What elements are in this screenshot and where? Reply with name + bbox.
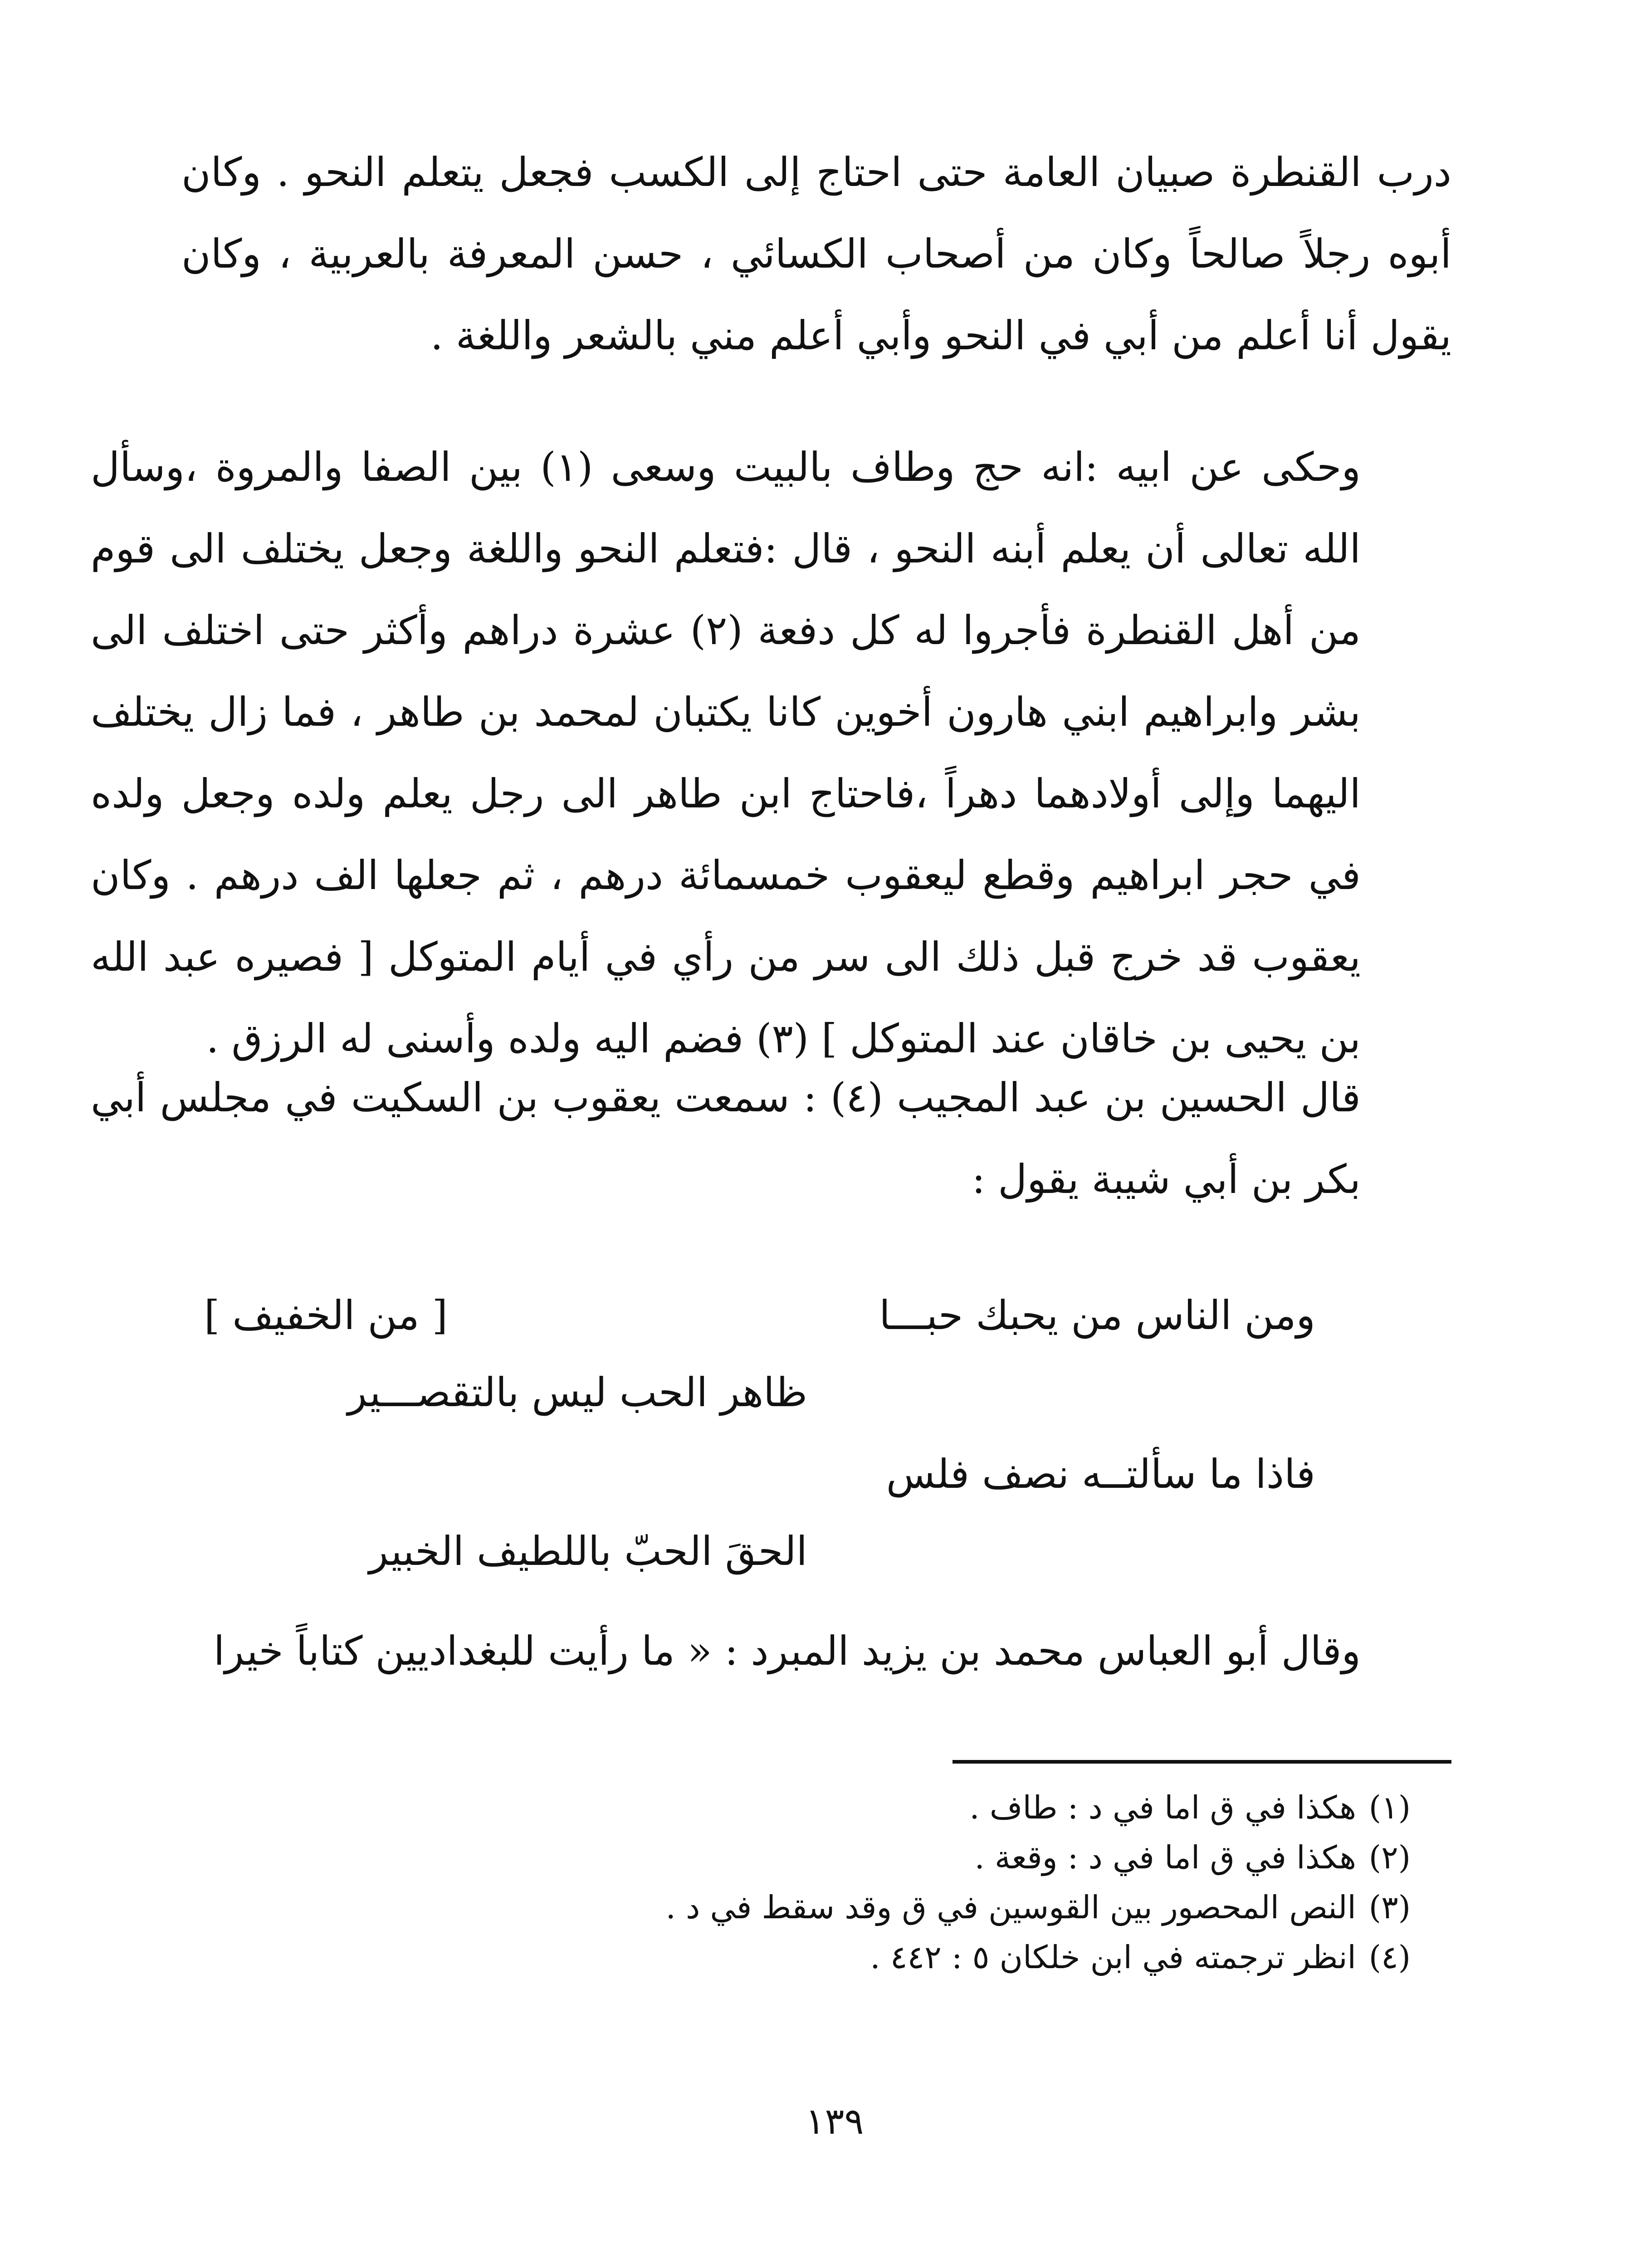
paragraph-3: قال الحسين بن عبد المجيب (٤) : سمعت يعقوب بن السكيت في مجلس أبي بكر بن أبي شيبة يقول :	[91, 1074, 1361, 1202]
footnote-4	[272, 1932, 1451, 1982]
footnote-text: النص المحصور بين القوسين في ق وقد سقط في د .	[665, 1889, 1356, 1926]
footnote-1	[272, 1783, 1451, 1833]
footnote-number: (٢)	[1368, 1839, 1411, 1876]
footnotes	[272, 1783, 1451, 1982]
paragraph-2: وحكى عن ابيه :انه حج وطاف بالبيت وسعى (١) بين الصفا والمروة ،وسأل الله تعالى أن يعلم أبنه النحو ، قال :فتعلم النحو واللغة وجعل يختلف الى قوم من أهل القنطرة فأجروا له كل دفعة (٢) عشرة دراهم وأكثر حتى اختلف الى بشر وابراهيم ابني هارون أخوين كانا يكتبان لمحمد بن طاهر ، فما زال يختلف اليهما وإلى أولادهما دهراً ،فاحتاج ابن طاهر الى رجل يعلم ولده وجعل ولده في حجر ابراهيم وقطع ليعقوب خمسمائة درهم ، ثم جعلها الف درهم . وكان يعقوب قد خرج قبل ذلك الى سر من رأي في أيام المتوكل [ فصيره عبد الله بن يحيى بن خاقان عند المتوكل ] (٣) فضم اليه ولده وأسنى له الرزق .	[91, 444, 1361, 1062]
footnote-3	[272, 1882, 1451, 1932]
footnote-separator	[952, 1760, 1451, 1764]
footnote-text: انظر ترجمته في ابن خلكان ٥ : ٤٤٢ .	[870, 1939, 1356, 1976]
verse-meter-label: [ من الخفيف ]	[204, 1292, 448, 1339]
footnote-2	[272, 1833, 1451, 1882]
verse-line-2: ظاهر الحب ليس بالتقصـــير	[347, 1369, 807, 1416]
paragraph-1: درب القنطرة صبيان العامة حتى احتاج إلى الكسب فجعل يتعلم النحو . وكان أبوه رجلاً صالحاً وكان من أصحاب الكسائي ، حسن المعرفة بالعربية ، وكان يقول أنا أعلم من أبي في النحو وأبي أعلم مني بالشعر واللغة .	[181, 149, 1451, 359]
footnote-number: (٤)	[1368, 1939, 1411, 1976]
footnote-number: (١)	[1368, 1789, 1411, 1826]
paragraph-4: وقال أبو العباس محمد بن يزيد المبرد : « ما رأيت للبغداديين كتاباً خيرا	[213, 1628, 1361, 1674]
page-number: ١٣٩	[805, 2100, 864, 2142]
footnote-text: هكذا في ق اما في د : وقعة .	[974, 1839, 1356, 1876]
verse-line-4: الحقَ الحبّ باللطيف الخبير	[369, 1528, 807, 1574]
footnote-text: هكذا في ق اما في د : طاف .	[969, 1789, 1356, 1826]
verse-line-1: ومن الناس من يحبك حبـــا	[879, 1292, 1315, 1339]
footnote-number: (٣)	[1368, 1889, 1411, 1926]
verse-line-3: فاذا ما سألتــه نصف فلس	[886, 1451, 1315, 1497]
